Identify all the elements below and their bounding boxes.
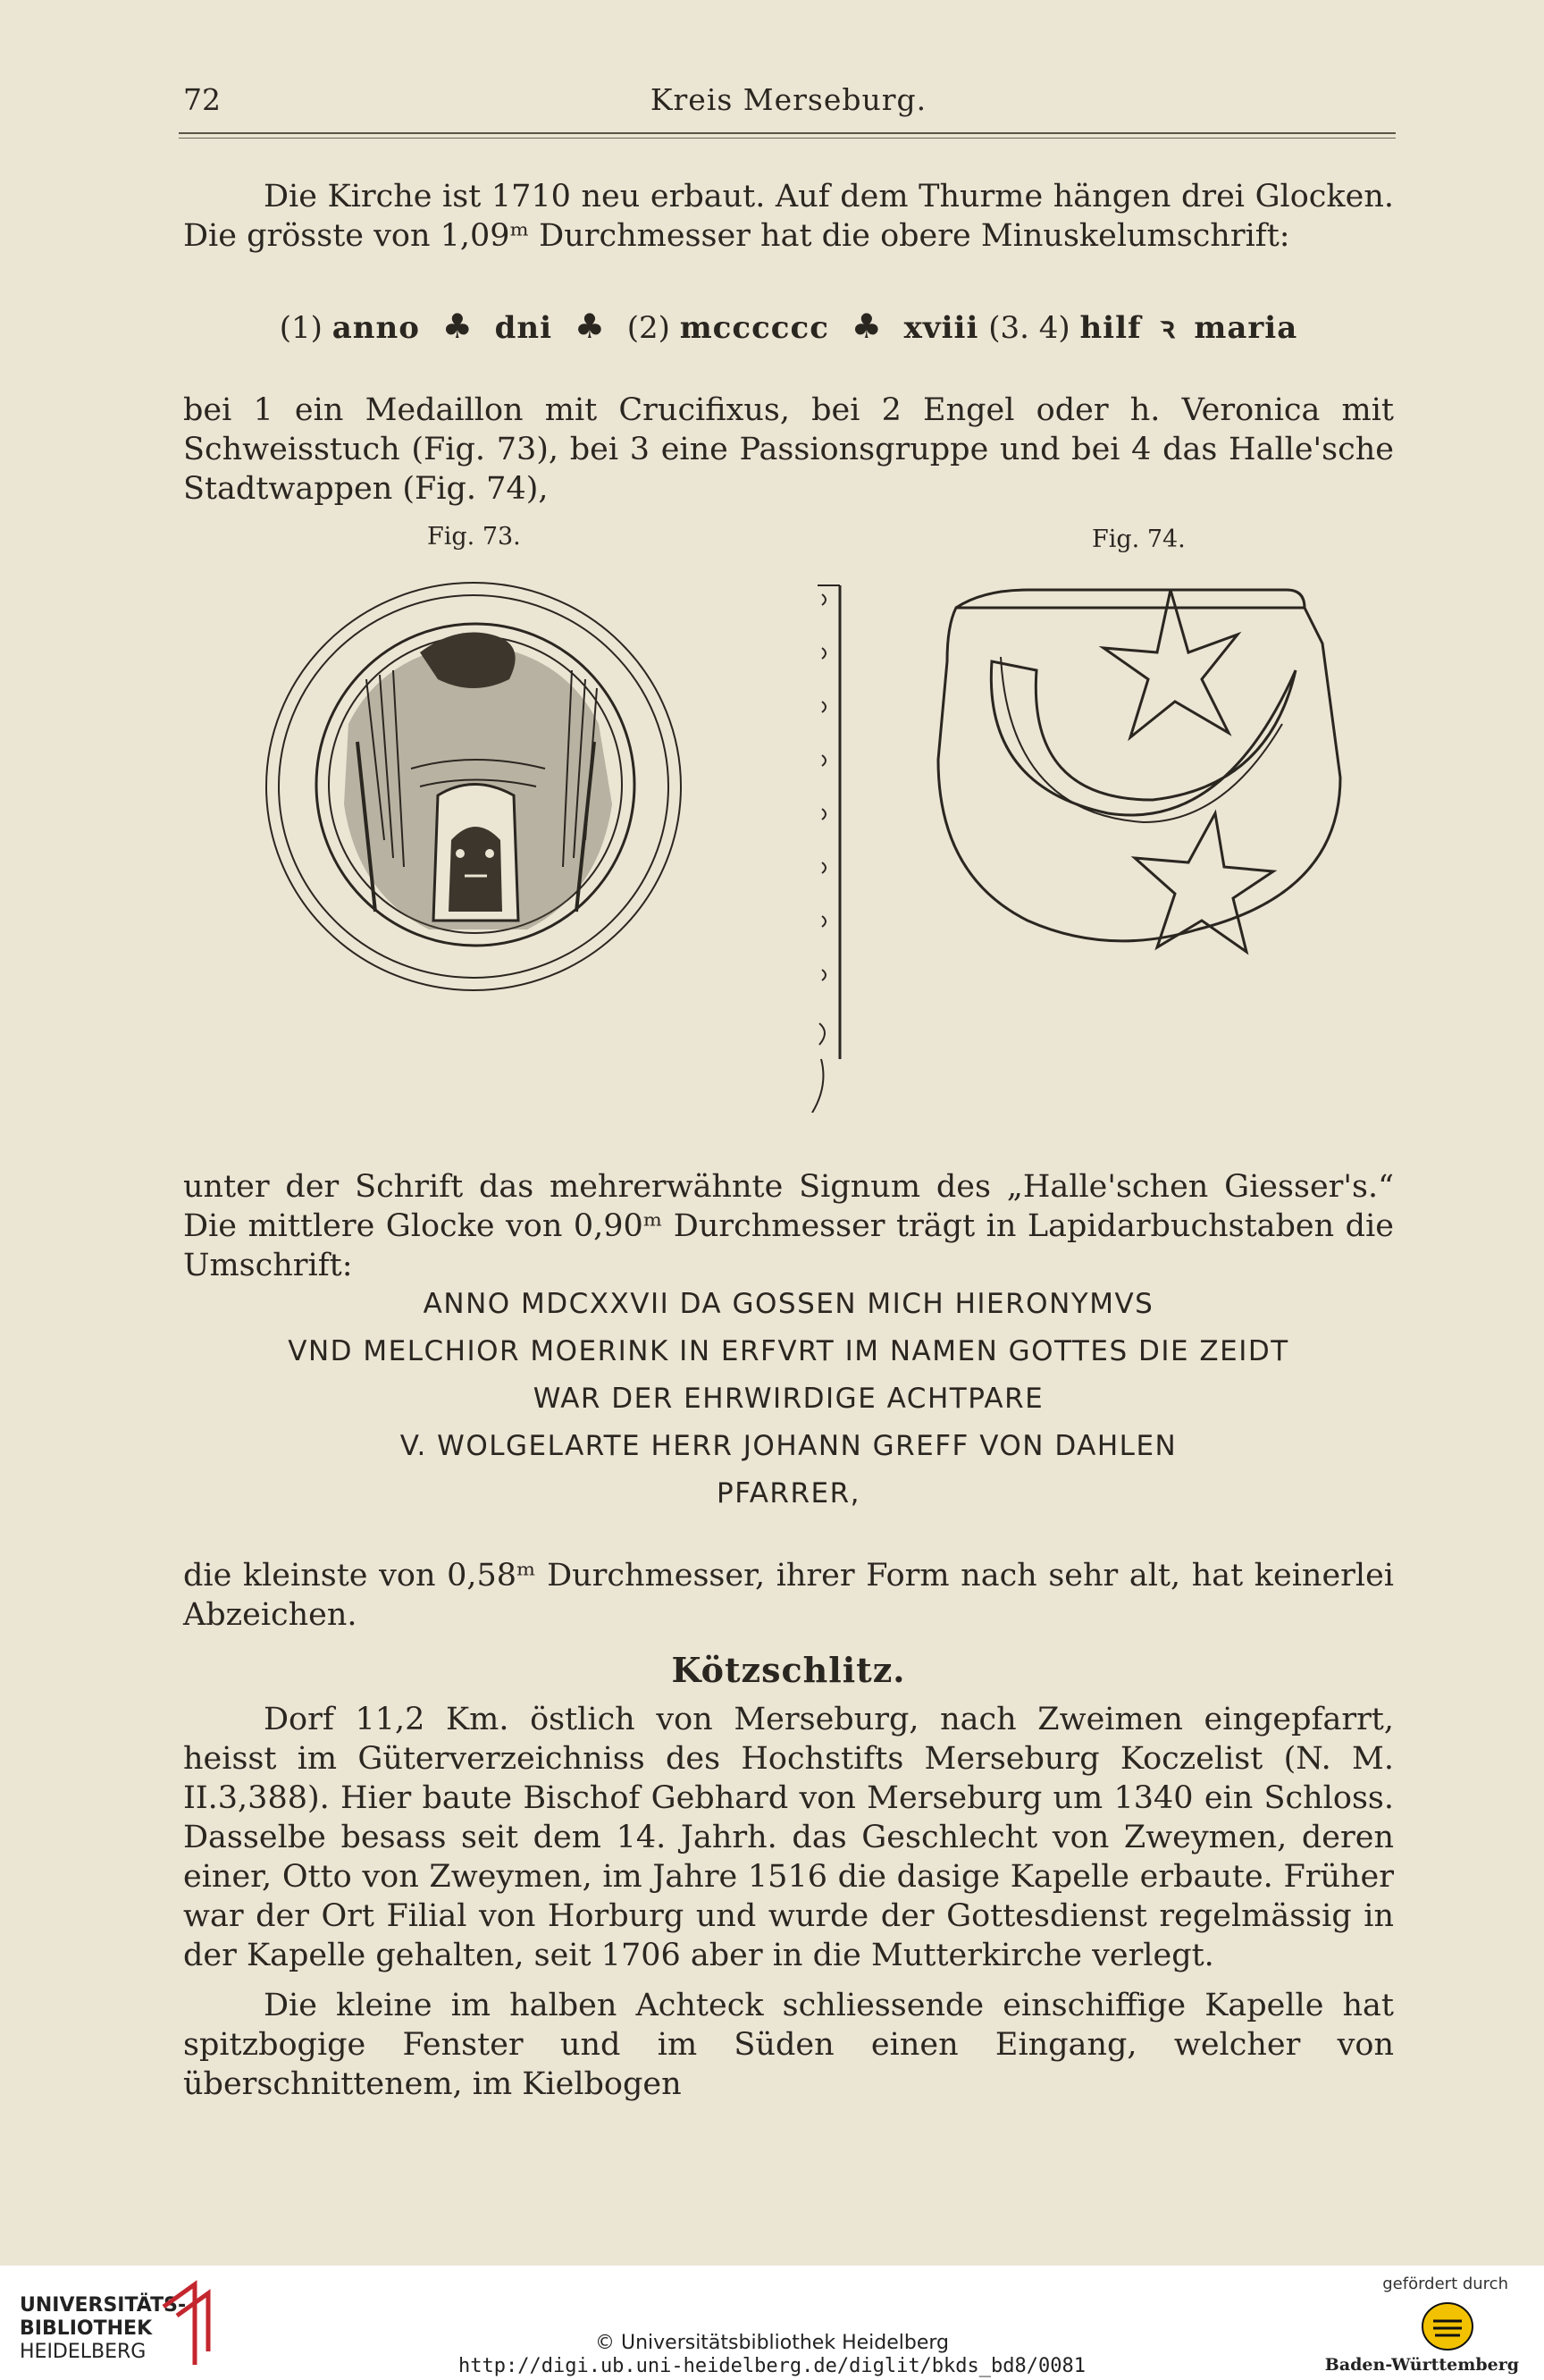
header-rule: [179, 132, 1396, 134]
inscription-word-et: ꝛ: [1160, 310, 1176, 346]
figure-divider-signum: [800, 576, 853, 1113]
inscription-word-dni: dni: [494, 310, 553, 346]
inscription-word-year: mcccccc: [679, 310, 829, 346]
library-name-line2: BIBLIOTHEK: [20, 2317, 153, 2340]
running-title: Kreis Merseburg.: [650, 82, 927, 117]
fig73-label: Fig. 73.: [427, 523, 521, 551]
library-name-line1: UNIVERSITÄTS-: [20, 2294, 187, 2317]
inscription-line: WAR DER EHRWIRDIGE ACHTPARE: [533, 1383, 1045, 1415]
fig73-medallion-illustration: [259, 572, 688, 1064]
trefoil-icon: ♣: [851, 307, 882, 346]
state-coat-of-arms-icon: [1421, 2301, 1474, 2351]
paragraph-signum: unter der Schrift das mehrerwähnte Signum des „Halle'schen Giesser's.“ Die mittlere Glocke von 0,90ᵐ Durchmesser trägt in Lapidarbuchstaben die Umschrift:: [183, 1169, 1394, 1283]
copyright-notice: © Universitätsbibliothek Heidelberg: [594, 2332, 949, 2354]
capital-inscription: [183, 1281, 1394, 1518]
funder-name: Baden-Württemberg: [1324, 2355, 1519, 2375]
fig74-label: Fig. 74.: [1092, 526, 1186, 553]
inscription-line: PFARRER,: [717, 1477, 860, 1510]
section-title: Kötzschlitz.: [671, 1650, 906, 1690]
source-url[interactable]: http://digi.ub.uni-heidelberg.de/diglit/bkds_bd8/0081: [458, 2355, 1086, 2377]
paragraph-village: Dorf 11,2 Km. östlich von Merseburg, nach Zweimen eingepfarrt, heisst im Güterverzeichniss des Hochstifts Merseburg Koczelist (N. M. II.3,388). Hier baute Bischof Gebhard von Merseburg um 1340 ein Schloss. Dasselbe besass seit dem 14. Jahrh. das Geschlecht von Zweymen, deren einer, Otto von Zweymen, im Jahre 1516 die dasige Kapelle erbaute. Früher war der Ort Filial von Horburg und wurde der Gottesdienst regelmässig in der Kapelle gehalten, seit 1706 aber in die Mutterkirche verlegt.: [183, 1702, 1394, 1973]
paragraph-medallions: bei 1 ein Medaillon mit Crucifixus, bei 2 Engel oder h. Veronica mit Schweisstuch (Fig. 73), bei 3 eine Passionsgruppe und bei 4 das Halle'sche Stadtwappen (Fig. 74),: [183, 392, 1394, 507]
footer-bar: [0, 2266, 1544, 2380]
paragraph-smallest-bell: die kleinste von 0,58ᵐ Durchmesser, ihrer Form nach sehr alt, hat keinerlei Abzeichen.: [183, 1558, 1394, 1633]
paragraph-bells-intro: Die Kirche ist 1710 neu erbaut. Auf dem Thurme hängen drei Glocken. Die grösste von 1,09ᵐ Durchmesser hat die obere Minuskelumschrift:: [183, 179, 1394, 254]
trefoil-icon: ♣: [574, 307, 605, 346]
header-rule-thin: [179, 138, 1396, 139]
inscription-word-hilf: hilf: [1079, 310, 1142, 346]
inscription-word-anno: anno: [331, 310, 420, 346]
inscription-word-xviii: xviii: [903, 310, 979, 346]
inscription-number-1: (1): [279, 310, 323, 346]
paragraph-chapel: Die kleine im halben Achteck schliessende einschiffige Kapelle hat spitzbogige Fenster und im Süden einen Eingang, welcher von überschnittenem, im Kielbogen: [183, 1988, 1394, 2102]
inscription-number-2: (2): [626, 310, 670, 346]
inscription-number-3: (3. 4): [988, 310, 1070, 346]
inscription-word-maria: maria: [1194, 310, 1298, 346]
funded-by-label: gefördert durch: [1382, 2275, 1508, 2293]
library-name-line3: HEIDELBERG: [20, 2341, 147, 2363]
bell-inscription-line: [183, 306, 1394, 347]
inscription-line: V. WOLGELARTE HERR JOHANN GREFF VON DAHLEN: [399, 1430, 1178, 1462]
page-number: 72: [183, 82, 221, 117]
fig74-coat-of-arms-illustration: [929, 572, 1358, 1019]
inscription-line: VND MELCHIOR MOERINK IN ERFVRT IM NAMEN GOTTES DIE ZEIDT: [288, 1335, 1289, 1367]
inscription-line: ANNO MDCXXVII DA GOSSEN MICH HIERONYMVS: [423, 1288, 1154, 1320]
trefoil-icon: ♣: [441, 307, 473, 346]
page-header: [183, 82, 1394, 127]
